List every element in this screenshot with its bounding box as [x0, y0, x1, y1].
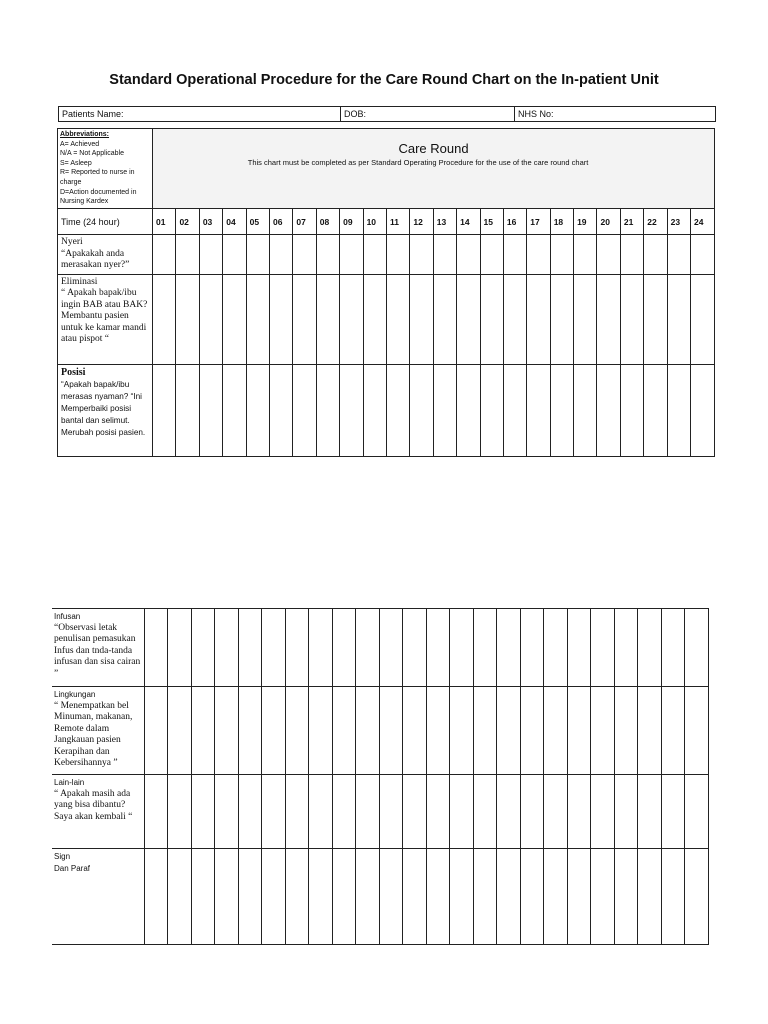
entry-cell[interactable] — [176, 235, 199, 275]
row-heading: Nyeri — [61, 237, 83, 247]
row-heading: Infusan — [54, 612, 81, 621]
hour-header: 12 — [410, 209, 433, 235]
hour-header: 13 — [433, 209, 456, 235]
entry-cell[interactable] — [340, 274, 363, 364]
hour-header: 18 — [550, 209, 573, 235]
entry-cell[interactable] — [246, 364, 269, 456]
entry-cell[interactable] — [379, 849, 403, 945]
entry-cell[interactable] — [685, 775, 709, 849]
entry-cell[interactable] — [614, 849, 638, 945]
row-label — [52, 687, 144, 775]
entry-cell[interactable] — [567, 687, 591, 775]
row-label — [58, 235, 153, 275]
entry-cell[interactable] — [426, 687, 450, 775]
entry-cell[interactable] — [620, 235, 643, 275]
entry-cell[interactable] — [591, 849, 615, 945]
entry-cell[interactable] — [262, 849, 286, 945]
entry-cell[interactable] — [386, 364, 409, 456]
hour-header: 17 — [527, 209, 550, 235]
hour-header: 08 — [316, 209, 339, 235]
entry-cell[interactable] — [644, 235, 667, 275]
entry-cell[interactable] — [144, 849, 168, 945]
entry-cell[interactable] — [293, 364, 316, 456]
row-label — [52, 609, 144, 687]
entry-cell[interactable] — [191, 609, 215, 687]
hour-header: 19 — [574, 209, 597, 235]
row-sign — [52, 849, 708, 945]
entry-cell[interactable] — [574, 364, 597, 456]
entry-cell[interactable] — [661, 609, 685, 687]
hour-header: 10 — [363, 209, 386, 235]
entry-cell[interactable] — [667, 364, 690, 456]
entry-cell[interactable] — [223, 235, 246, 275]
entry-cell[interactable] — [168, 687, 192, 775]
row-nyeri — [58, 235, 715, 275]
entry-cell[interactable] — [340, 364, 363, 456]
entry-cell[interactable] — [215, 609, 239, 687]
hour-header: 09 — [340, 209, 363, 235]
entry-cell[interactable] — [473, 775, 497, 849]
entry-cell[interactable] — [520, 687, 544, 775]
entry-cell[interactable] — [356, 849, 380, 945]
entry-cell[interactable] — [450, 687, 474, 775]
entry-cell[interactable] — [285, 849, 309, 945]
entry-cell[interactable] — [309, 775, 333, 849]
entry-cell[interactable] — [238, 849, 262, 945]
row-lingkungan — [52, 687, 708, 775]
entry-cell[interactable] — [527, 364, 550, 456]
row-prompt: Dan Paraf — [54, 863, 91, 873]
entry-cell[interactable] — [685, 609, 709, 687]
entry-cell[interactable] — [199, 235, 222, 275]
entry-cell[interactable] — [497, 609, 521, 687]
entry-cell[interactable] — [638, 849, 662, 945]
entry-cell[interactable] — [457, 274, 480, 364]
entry-cell[interactable] — [262, 609, 286, 687]
row-eliminasi — [58, 274, 715, 364]
entry-cell[interactable] — [661, 687, 685, 775]
entry-cell[interactable] — [520, 775, 544, 849]
entry-cell[interactable] — [293, 235, 316, 275]
entry-cell[interactable] — [691, 274, 715, 364]
entry-cell[interactable] — [340, 235, 363, 275]
entry-cell[interactable] — [667, 274, 690, 364]
entry-cell[interactable] — [450, 609, 474, 687]
row-label — [58, 364, 153, 456]
care-round-table-bottom — [52, 608, 709, 945]
entry-cell[interactable] — [450, 849, 474, 945]
entry-cell[interactable] — [168, 849, 192, 945]
entry-cell[interactable] — [238, 687, 262, 775]
hour-header: 16 — [503, 209, 526, 235]
row-prompt: “Apakakah anda merasakan nyer?” — [61, 248, 130, 270]
hour-header: 15 — [480, 209, 503, 235]
entry-cell[interactable] — [614, 687, 638, 775]
entry-cell[interactable] — [574, 235, 597, 275]
patient-header — [58, 106, 716, 122]
entry-cell[interactable] — [363, 274, 386, 364]
page-title: Standard Operational Procedure for the Care Round Chart on the In-patient Unit — [109, 72, 659, 88]
entry-cell[interactable] — [176, 364, 199, 456]
entry-cell[interactable] — [379, 687, 403, 775]
entry-cell[interactable] — [614, 775, 638, 849]
entry-cell[interactable] — [433, 235, 456, 275]
entry-cell[interactable] — [480, 235, 503, 275]
entry-cell[interactable] — [614, 609, 638, 687]
entry-cell[interactable] — [223, 364, 246, 456]
row-lain-lain — [52, 775, 708, 849]
entry-cell[interactable] — [293, 274, 316, 364]
hour-header: 07 — [293, 209, 316, 235]
entry-cell[interactable] — [691, 364, 715, 456]
entry-cell[interactable] — [238, 775, 262, 849]
entry-cell[interactable] — [332, 609, 356, 687]
entry-cell[interactable] — [191, 687, 215, 775]
entry-cell[interactable] — [667, 235, 690, 275]
row-prompt: “Observasi letak penulisan pemasukan Infus dan tnda-tanda infusan dan sisa cairan ” — [54, 622, 141, 679]
nhs-number-field[interactable]: NHS No: — [518, 109, 554, 119]
entry-cell[interactable] — [403, 687, 427, 775]
time-header: Time (24 hour) — [58, 209, 153, 235]
entry-cell[interactable] — [426, 775, 450, 849]
entry-cell[interactable] — [168, 609, 192, 687]
hour-header: 04 — [223, 209, 246, 235]
entry-cell[interactable] — [223, 274, 246, 364]
entry-cell[interactable] — [480, 364, 503, 456]
care-round-banner — [153, 129, 715, 209]
entry-cell[interactable] — [199, 274, 222, 364]
entry-cell[interactable] — [620, 364, 643, 456]
row-heading: Lain-lain — [54, 778, 85, 787]
entry-cell[interactable] — [497, 775, 521, 849]
entry-cell[interactable] — [363, 235, 386, 275]
entry-cell[interactable] — [191, 775, 215, 849]
entry-cell[interactable] — [410, 274, 433, 364]
entry-cell[interactable] — [316, 274, 339, 364]
entry-cell[interactable] — [215, 775, 239, 849]
entry-cell[interactable] — [309, 609, 333, 687]
entry-cell[interactable] — [309, 687, 333, 775]
row-heading: Posisi — [61, 366, 86, 378]
entry-cell[interactable] — [527, 235, 550, 275]
entry-cell[interactable] — [550, 235, 573, 275]
entry-cell[interactable] — [457, 364, 480, 456]
entry-cell[interactable] — [379, 609, 403, 687]
entry-cell[interactable] — [503, 235, 526, 275]
entry-cell[interactable] — [661, 849, 685, 945]
entry-cell[interactable] — [270, 274, 293, 364]
hour-header: 06 — [270, 209, 293, 235]
entry-cell[interactable] — [285, 775, 309, 849]
entry-cell[interactable] — [199, 364, 222, 456]
entry-cell[interactable] — [591, 609, 615, 687]
entry-cell[interactable] — [620, 274, 643, 364]
entry-cell[interactable] — [685, 849, 709, 945]
entry-cell[interactable] — [591, 687, 615, 775]
entry-cell[interactable] — [270, 364, 293, 456]
row-posisi — [58, 364, 715, 456]
care-round-subtitle: This chart must be completed as per Standard Operating Procedure for the use of the care round chart — [247, 158, 589, 167]
entry-cell[interactable] — [246, 235, 269, 275]
entry-cell[interactable] — [544, 609, 568, 687]
entry-cell[interactable] — [403, 609, 427, 687]
entry-cell[interactable] — [497, 687, 521, 775]
entry-cell[interactable] — [332, 849, 356, 945]
row-heading: Sign — [54, 852, 71, 861]
entry-cell[interactable] — [426, 849, 450, 945]
entry-cell[interactable] — [550, 364, 573, 456]
entry-cell[interactable] — [144, 687, 168, 775]
hour-header: 22 — [644, 209, 667, 235]
entry-cell[interactable] — [379, 775, 403, 849]
entry-cell[interactable] — [433, 274, 456, 364]
entry-cell[interactable] — [426, 609, 450, 687]
entry-cell[interactable] — [262, 687, 286, 775]
row-prompt: “ Apakah bapak/ibu ingin BAB atau BAK? Membantu pasien untuk ke kamar mandi atau pispot “ — [61, 288, 148, 344]
entry-cell[interactable] — [176, 274, 199, 364]
entry-cell[interactable] — [473, 609, 497, 687]
entry-cell[interactable] — [597, 364, 620, 456]
entry-cell[interactable] — [386, 235, 409, 275]
hour-header: 03 — [199, 209, 222, 235]
entry-cell[interactable] — [691, 235, 715, 275]
entry-cell[interactable] — [153, 235, 176, 275]
hour-header: 01 — [153, 209, 176, 235]
abbreviation-item: S= Asleep — [60, 159, 92, 167]
row-prompt: “ Apakah masih ada yang bisa dibantu? Saya akan kembali “ — [54, 788, 133, 822]
row-infusan — [52, 609, 708, 687]
care-round-table-top — [57, 128, 715, 457]
entry-cell[interactable] — [410, 364, 433, 456]
entry-cell[interactable] — [638, 687, 662, 775]
entry-cell[interactable] — [246, 274, 269, 364]
row-heading: Lingkungan — [54, 690, 96, 699]
row-label — [52, 849, 144, 945]
abbreviation-item: D=Action documented in Nursing Kardex — [60, 188, 137, 206]
entry-cell[interactable] — [520, 609, 544, 687]
entry-cell[interactable] — [597, 274, 620, 364]
entry-cell[interactable] — [386, 274, 409, 364]
entry-cell[interactable] — [403, 775, 427, 849]
entry-cell[interactable] — [356, 687, 380, 775]
entry-cell[interactable] — [567, 775, 591, 849]
hour-header: 05 — [246, 209, 269, 235]
abbreviation-item: N/A = Not Applicable — [60, 150, 125, 158]
entry-cell[interactable] — [403, 849, 427, 945]
entry-cell[interactable] — [544, 775, 568, 849]
entry-cell[interactable] — [433, 364, 456, 456]
entry-cell[interactable] — [591, 775, 615, 849]
row-label — [52, 775, 144, 849]
entry-cell[interactable] — [316, 235, 339, 275]
entry-cell[interactable] — [332, 775, 356, 849]
hour-header: 14 — [457, 209, 480, 235]
entry-cell[interactable] — [644, 364, 667, 456]
hour-header: 24 — [691, 209, 715, 235]
abbreviation-item: R= Reported to nurse in charge — [60, 169, 135, 186]
dob-field[interactable]: DOB: — [341, 107, 515, 121]
entry-cell[interactable] — [191, 849, 215, 945]
entry-cell[interactable] — [473, 849, 497, 945]
entry-cell[interactable] — [144, 775, 168, 849]
entry-cell[interactable] — [450, 775, 474, 849]
entry-cell[interactable] — [685, 687, 709, 775]
row-prompt: “ Menempatkan bel Minuman, makanan, Remote dalam Jangkauan pasien Kerapihan dan Kebersihannya ” — [54, 700, 133, 768]
abbreviations-box — [58, 129, 153, 209]
abbreviation-item: A= Achieved — [60, 140, 100, 148]
hour-header: 20 — [597, 209, 620, 235]
entry-cell[interactable] — [332, 687, 356, 775]
entry-cell[interactable] — [503, 364, 526, 456]
care-round-title: Care Round — [398, 141, 469, 156]
entry-cell[interactable] — [270, 235, 293, 275]
hour-header: 02 — [176, 209, 199, 235]
entry-cell[interactable] — [316, 364, 339, 456]
entry-cell[interactable] — [285, 687, 309, 775]
abbreviations-title: Abbreviations: — [60, 131, 110, 138]
row-heading: Eliminasi — [61, 276, 98, 287]
patient-name-field[interactable]: Patients Name: — [59, 107, 341, 121]
entry-cell[interactable] — [309, 849, 333, 945]
entry-cell[interactable] — [550, 274, 573, 364]
row-label — [58, 274, 153, 364]
entry-cell[interactable] — [567, 849, 591, 945]
entry-cell[interactable] — [544, 687, 568, 775]
hour-header: 11 — [386, 209, 409, 235]
entry-cell[interactable] — [215, 687, 239, 775]
entry-cell[interactable] — [285, 609, 309, 687]
bottom-rule — [52, 944, 708, 945]
entry-cell[interactable] — [480, 274, 503, 364]
entry-cell[interactable] — [238, 609, 262, 687]
entry-cell[interactable] — [168, 775, 192, 849]
entry-cell[interactable] — [544, 849, 568, 945]
entry-cell[interactable] — [457, 235, 480, 275]
entry-cell[interactable] — [262, 775, 286, 849]
row-prompt: “Apakah bapak/ibu merasas nyaman? “Ini Memperbaiki posisi bantal dan selimut. Merubah posisi pasien. — [61, 379, 146, 437]
entry-cell[interactable] — [144, 609, 168, 687]
entry-cell[interactable] — [661, 775, 685, 849]
entry-cell[interactable] — [527, 274, 550, 364]
entry-cell[interactable] — [567, 609, 591, 687]
entry-cell[interactable] — [153, 364, 176, 456]
entry-cell[interactable] — [520, 849, 544, 945]
entry-cell[interactable] — [597, 235, 620, 275]
entry-cell[interactable] — [503, 274, 526, 364]
entry-cell[interactable] — [215, 849, 239, 945]
hour-header: 21 — [620, 209, 643, 235]
entry-cell[interactable] — [410, 235, 433, 275]
entry-cell[interactable] — [574, 274, 597, 364]
entry-cell[interactable] — [473, 687, 497, 775]
entry-cell[interactable] — [638, 775, 662, 849]
entry-cell[interactable] — [497, 849, 521, 945]
entry-cell[interactable] — [153, 274, 176, 364]
hour-header: 23 — [667, 209, 690, 235]
entry-cell[interactable] — [363, 364, 386, 456]
entry-cell[interactable] — [356, 609, 380, 687]
entry-cell[interactable] — [638, 609, 662, 687]
entry-cell[interactable] — [644, 274, 667, 364]
entry-cell[interactable] — [356, 775, 380, 849]
